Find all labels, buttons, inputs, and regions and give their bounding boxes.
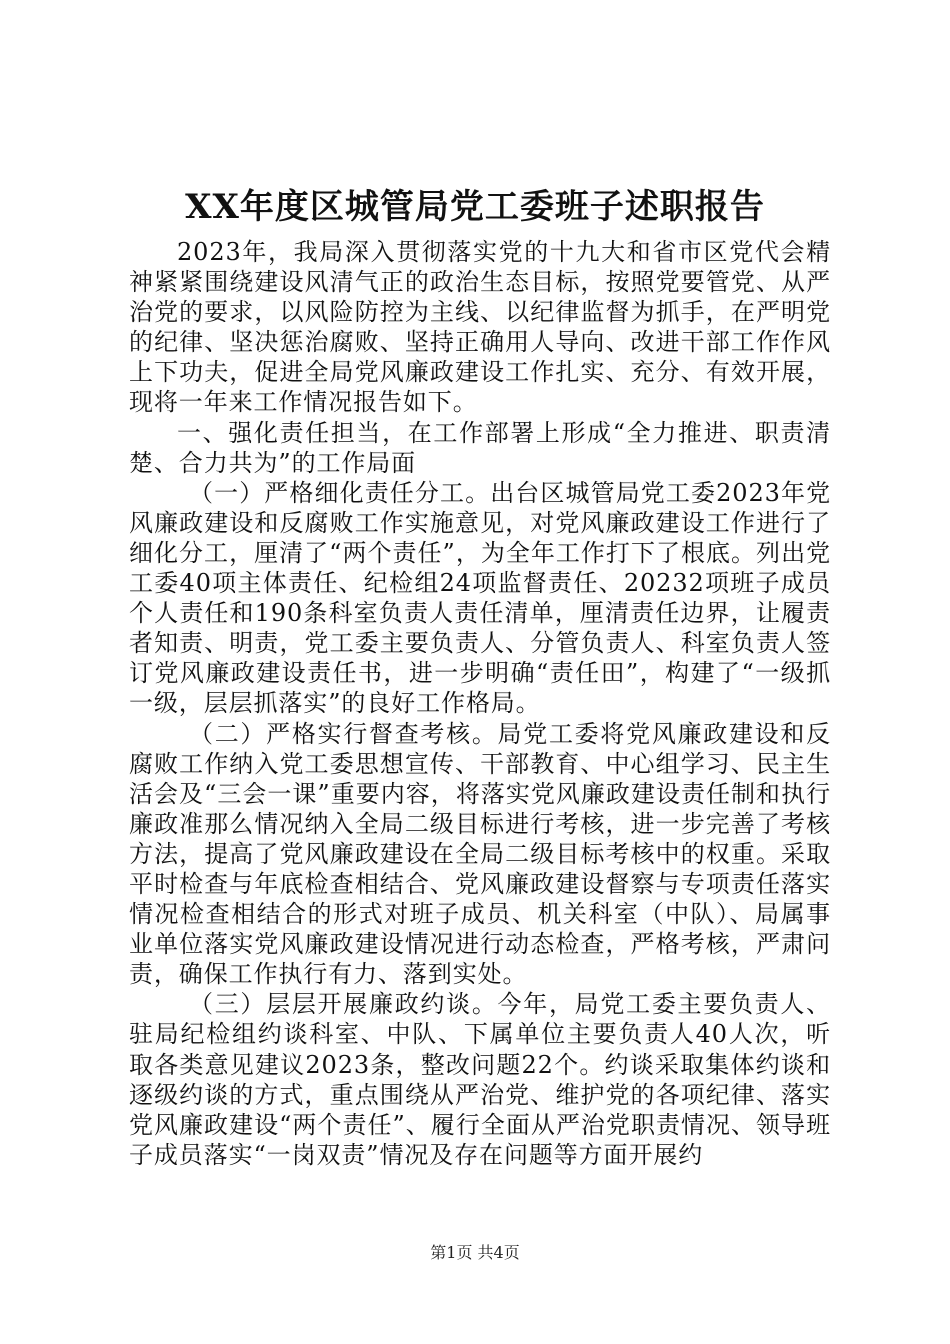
intro-paragraph: 2023年，我局深入贯彻落实党的十九大和省市区党代会精神紧紧围绕建设风清气正的政治生态目标，按照党要管党、从严治党的要求，以风险防控为主线、以纪律监督为抓手，在严明党的纪律、坚决惩治腐败、坚持正确用人导向、改进干部工作作风上下功夫，促进全局党风廉政建设工作扎实、充分、有效开展，现将一年来工作情况报告如下。 xyxy=(129,238,831,417)
document-title: XX年度区城管局党工委班子述职报告 xyxy=(185,187,765,227)
subsection-paragraph-1: （一）严格细化责任分工。出台区城管局党工委2023年党风廉政建设和反腐败工作实施意见，对党风廉政建设工作进行了细化分工，厘清了“两个责任”，为全年工作打下了根底。列出党工委40项主体责任、纪检组24项监督责任、20232项班子成员个人责任和190条科室负责人责任清单，厘清责任边界，让履责者知责、明责，党工委主要负责人、分管负责人、科室负责人签订党风廉政建设责任书，进一步明确“责任田”，构建了“一级抓一级，层层抓落实”的良好工作格局。 xyxy=(129,478,831,718)
section-heading: 一、强化责任担当，在工作部署上形成“全力推进、职责清楚、合力共为”的工作局面 xyxy=(129,418,831,477)
page-footer: 第1页 共4页 xyxy=(430,1243,520,1262)
document-body xyxy=(129,237,831,1170)
subsection-paragraph-2: （二）严格实行督查考核。局党工委将党风廉政建设和反腐败工作纳入党工委思想宣传、干部教育、中心组学习、民主生活会及“三会一课”重要内容，将落实党风廉政建设责任制和执行廉政准那么情况纳入全局二级目标进行考核，进一步完善了考核方法，提高了党风廉政建设在全局二级目标考核中的权重。采取平时检查与年底检查相结合、党风廉政建设督察与专项责任落实情况检查相结合的形式对班子成员、机关科室（中队）、局属事业单位落实党风廉政建设情况进行动态检查，严格考核，严肃问责，确保工作执行有力、落到实处。 xyxy=(129,719,831,989)
subsection-paragraph-3: （三）层层开展廉政约谈。今年，局党工委主要负责人、驻局纪检组约谈科室、中队、下属单位主要负责人40人次，听取各类意见建议2023条，整改问题22个。约谈采取集体约谈和逐级约谈的方式，重点围绕从严治党、维护党的各项纪律、落实党风廉政建设“两个责任”、履行全面从严治党职责情况、领导班子成员落实“一岗双责”情况及存在问题等方面开展约 xyxy=(129,990,831,1169)
